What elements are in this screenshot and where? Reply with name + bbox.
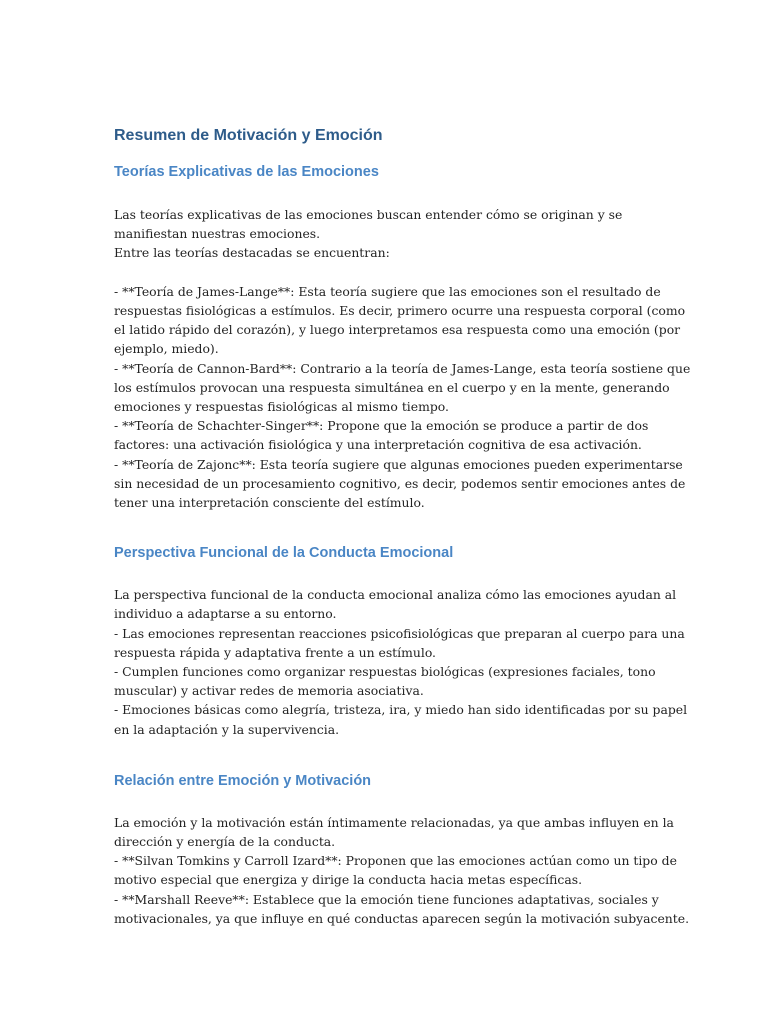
- document-page: [114, 126, 691, 928]
- paragraph-line: en la adaptación y la supervivencia.: [114, 721, 340, 737]
- section-heading-relacion: Relación entre Emoción y Motivación: [114, 772, 372, 789]
- paragraph-line: muscular) y activar redes de memoria asociativa.: [114, 683, 424, 699]
- document-title: Resumen de Motivación y Emoción: [114, 127, 383, 144]
- paragraph-line: respuesta rápida y adaptativa frente a un estímulo.: [114, 644, 436, 660]
- paragraph-line: emociones y respuestas fisiológicas al mismo tiempo.: [114, 399, 449, 415]
- paragraph-line: - **Marshall Reeve**: Establece que la emoción tiene funciones adaptativas, sociales y: [114, 891, 659, 907]
- section-heading-teorias: Teorías Explicativas de las Emociones: [114, 164, 379, 180]
- paragraph-line: sin necesidad de un procesamiento cognitivo, es decir, podemos sentir emociones antes de: [114, 475, 686, 491]
- blank-line: [114, 263, 654, 282]
- paragraph-line: - Las emociones representan reacciones psicofisiológicas que preparan al cuerpo para una: [114, 625, 685, 641]
- section-body-teorias: [114, 205, 691, 512]
- section-heading-perspectiva: Perspectiva Funcional de la Conducta Emocional: [114, 545, 454, 562]
- paragraph-line: Las teorías explicativas de las emociones buscan entender cómo se originan y se: [114, 207, 623, 222]
- paragraph-line: - Cumplen funciones como organizar respuestas biológicas (expresiones faciales, tono: [114, 664, 656, 680]
- paragraph-line: motivo especial que energiza y dirige la conducta hacia metas específicas.: [114, 872, 583, 888]
- paragraph-line: tener una interpretación consciente del estímulo.: [114, 495, 425, 511]
- paragraph-line: - **Teoría de Cannon-Bard**: Contrario a la teoría de James-Lange, esta teoría sostiene que: [114, 360, 691, 376]
- paragraph-line: - **Teoría de Schachter-Singer**: Propone que la emoción se produce a partir de dos: [114, 418, 649, 434]
- paragraph-line: - **Teoría de James-Lange**: Esta teoría sugiere que las emociones son el resultado de: [114, 283, 661, 299]
- paragraph-line: dirección y energía de la conducta.: [114, 834, 336, 850]
- section-body-relacion: [114, 813, 690, 928]
- paragraph-line: manifiestan nuestras emociones.: [114, 226, 321, 242]
- paragraph-line: ejemplo, miedo).: [114, 341, 219, 357]
- paragraph-line: La emoción y la motivación están íntimamente relacionadas, ya que ambas influyen en la: [114, 814, 674, 830]
- paragraph-line: los estímulos provocan una respuesta simultánea en el cuerpo y en la mente, generando: [114, 379, 670, 395]
- paragraph-line: motivacionales, ya que influye en qué conductas aparecen según la motivación subyacente.: [114, 910, 690, 926]
- paragraph-line: Entre las teorías destacadas se encuentran:: [114, 245, 390, 261]
- section-body-perspectiva: [114, 585, 688, 739]
- paragraph-line: - **Teoría de Zajonc**: Esta teoría sugiere que algunas emociones pueden experimentarse: [114, 456, 683, 472]
- paragraph-line: el latido rápido del corazón), y luego interpretamos esa respuesta como una emoción (por: [114, 322, 681, 338]
- paragraph-line: individuo a adaptarse a su entorno.: [114, 606, 337, 622]
- paragraph-line: - Emociones básicas como alegría, tristeza, ira, y miedo han sido identificadas por su papel: [114, 702, 688, 718]
- paragraph-line: - **Silvan Tomkins y Carroll Izard**: Proponen que las emociones actúan como un tipo de: [114, 853, 677, 869]
- paragraph-line: factores: una activación fisiológica y una interpretación cognitiva de esa activación.: [114, 437, 642, 453]
- paragraph-line: respuestas fisiológicas a estímulos. Es decir, primero ocurre una respuesta corporal (como: [114, 303, 686, 318]
- paragraph-line: La perspectiva funcional de la conducta emocional analiza cómo las emociones ayudan al: [114, 587, 677, 603]
